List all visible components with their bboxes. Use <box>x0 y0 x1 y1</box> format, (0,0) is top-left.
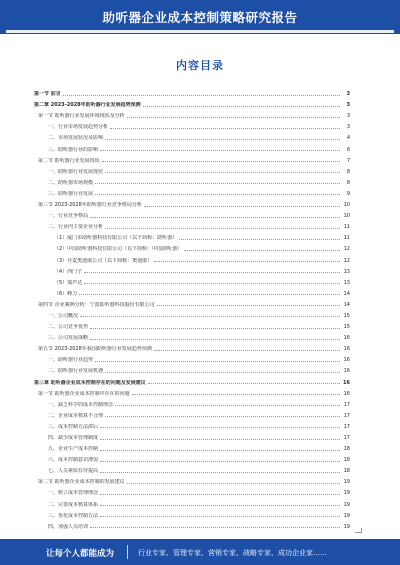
toc-entry-page: 4 <box>346 135 350 142</box>
toc-entry-label: 一、助听器行业趋势 <box>48 357 94 364</box>
toc-leader-dots <box>90 217 340 218</box>
toc-entry-page: 14 <box>343 290 350 297</box>
toc-entry-label: 三、助听器行业发展 <box>48 190 94 197</box>
toc-entry[interactable] <box>34 141 350 152</box>
toc-entry-label: 第四节 企业案例分析：宁波助听器科技股份有限公司 <box>38 301 155 308</box>
toc-entry-page: 13 <box>343 279 350 286</box>
toc-entry[interactable] <box>34 519 350 530</box>
toc-entry[interactable] <box>34 363 350 374</box>
toc-entry-page: 3 <box>346 102 350 109</box>
toc-entry[interactable] <box>34 252 350 263</box>
toc-leader-dots <box>100 150 340 151</box>
toc-entry-page: 12 <box>343 257 350 264</box>
toc-entry[interactable] <box>34 485 350 496</box>
toc-entry-label: （5）瑞声达 <box>54 279 83 286</box>
toc-entry-label: 三、公司发展战略 <box>48 335 89 342</box>
toc-entry-label: 一、行业市场发展趋势分析 <box>48 124 109 131</box>
toc-entry-page: 18 <box>343 457 350 464</box>
toc-leader-dots <box>144 206 340 207</box>
toc-entry-page: 8 <box>346 179 350 186</box>
table-of-contents <box>34 86 350 530</box>
toc-entry-page: 16 <box>343 335 350 342</box>
toc-leader-dots <box>100 494 340 495</box>
toc-leader-dots <box>84 283 340 284</box>
toc-entry[interactable] <box>34 319 350 330</box>
toc-entry[interactable] <box>34 308 350 319</box>
toc-entry[interactable] <box>34 452 350 463</box>
footer-divider <box>127 545 128 559</box>
toc-entry[interactable] <box>34 419 350 430</box>
toc-leader-dots <box>63 95 340 96</box>
toc-leader-dots <box>100 472 340 473</box>
toc-leader-dots <box>100 516 340 517</box>
report-footer <box>0 539 400 565</box>
toc-leader-dots <box>95 183 340 184</box>
toc-entry-page: 17 <box>343 401 350 408</box>
toc-entry-label: 一、树立成本管理理念 <box>48 490 99 497</box>
toc-entry-label: 一、助听器行业发展现状 <box>48 168 104 175</box>
toc-leader-dots <box>100 439 340 440</box>
toc-leader-dots <box>179 239 340 240</box>
toc-entry-label: 第一节 助听器行业发展环境现状及分析 <box>38 113 125 120</box>
toc-leader-dots <box>84 272 340 273</box>
toc-entry-label: 第二节 助听器行业发展现状 <box>38 157 100 164</box>
toc-entry[interactable] <box>34 341 350 352</box>
toc-entry-label: （6）峰力 <box>54 290 78 297</box>
toc-entry-label: 第一节 前言 <box>34 91 61 98</box>
toc-entry[interactable] <box>34 197 350 208</box>
toc-entry[interactable] <box>34 430 350 441</box>
toc-leader-dots <box>100 450 340 451</box>
toc-entry-page: 9 <box>346 190 350 197</box>
toc-entry-label: 二、助听器市场规模 <box>48 179 94 186</box>
toc-entry-page: 15 <box>343 312 350 319</box>
footer-tagline: 行业专家、管理专家、营销专家、战略专家、成功企业家…… <box>138 549 327 557</box>
toc-leader-dots <box>127 117 340 118</box>
toc-entry-label: 五、企业生产成本控制 <box>48 446 99 453</box>
toc-entry-page: 16 <box>343 390 350 397</box>
toc-entry-label: 第二章 2023-2028年助听器行业发展趋势预测 <box>34 102 141 109</box>
toc-entry-page: 11 <box>343 235 350 242</box>
toc-entry-page: 10 <box>343 202 350 209</box>
toc-entry-label: 三、助听器行业的影响 <box>48 146 99 153</box>
toc-leader-dots <box>157 305 340 306</box>
toc-leader-dots <box>105 172 340 173</box>
toc-entry-label: 四、加强人员培训 <box>48 523 89 530</box>
toc-entry[interactable] <box>34 474 350 485</box>
footer-slogan: 让每个人都能成为 <box>46 549 115 559</box>
report-header <box>0 0 400 34</box>
toc-entry[interactable] <box>34 153 350 164</box>
toc-entry-label: 二、完善成本核算体系 <box>48 501 99 508</box>
toc-entry-page: 19 <box>343 479 350 486</box>
toc-entry-label: 三、优化成本控制方法 <box>48 512 99 519</box>
toc-entry-page: 10 <box>343 213 350 220</box>
toc-entry[interactable] <box>34 186 350 197</box>
page-corner-mark <box>355 528 362 533</box>
toc-entry-label: 六、成本控制意识薄弱 <box>48 457 99 464</box>
toc-entry[interactable] <box>34 374 350 385</box>
toc-leader-dots <box>90 527 340 528</box>
toc-entry[interactable] <box>34 386 350 397</box>
toc-entry[interactable] <box>34 441 350 452</box>
toc-entry[interactable] <box>34 108 350 119</box>
toc-entry-label: 第二节 助听器企业成本控制的发展建议 <box>38 479 125 486</box>
toc-entry-label: 一、缺乏科学的成本控制理念 <box>48 401 114 408</box>
toc-entry-label: （1）厦门市助听器科技有限公司（以下简称：助听器） <box>54 235 178 242</box>
toc-entry[interactable] <box>34 408 350 419</box>
toc-entry-page: 19 <box>343 490 350 497</box>
toc-entry-page: 18 <box>343 446 350 453</box>
toc-entry[interactable] <box>34 330 350 341</box>
toc-entry-page: 16 <box>343 346 350 353</box>
toc-entry-label: 第三章 助听器企业成本控制存在的问题及发展建议 <box>34 379 146 386</box>
toc-entry-label: 第三节 2023-2028年助听器行业竞争格局分析 <box>38 202 142 209</box>
toc-entry-label: 二、市场发展状况及影响 <box>48 135 104 142</box>
toc-entry-page: 15 <box>343 324 350 331</box>
toc-leader-dots <box>110 128 340 129</box>
toc-entry[interactable] <box>34 119 350 130</box>
toc-leader-dots <box>100 461 340 462</box>
toc-entry-page: 19 <box>343 523 350 530</box>
toc-entry-page: 12 <box>343 246 350 253</box>
toc-leader-dots <box>105 228 340 229</box>
toc-leader-dots <box>132 394 340 395</box>
toc-leader-dots <box>105 139 340 140</box>
toc-entry-label: 二、助听器行业发展机遇 <box>48 368 104 375</box>
toc-entry[interactable] <box>34 496 350 507</box>
toc-entry[interactable] <box>34 86 350 97</box>
toc-entry[interactable] <box>34 164 350 175</box>
toc-entry-page: 16 <box>343 357 350 364</box>
toc-entry-label: 二、行业内主要企业分析 <box>48 224 104 231</box>
toc-entry-label: （3）丹麦奥迪康公司（以下简称：奥迪康） <box>54 257 153 264</box>
toc-entry-label: （4）西门子 <box>54 268 83 275</box>
toc-heading: 内容目录 <box>176 59 224 72</box>
toc-entry-label: 一、公司概况 <box>48 312 79 319</box>
toc-entry-page: 8 <box>346 168 350 175</box>
toc-entry-page: 16 <box>343 379 350 386</box>
toc-entry[interactable] <box>34 130 350 141</box>
toc-entry-label: 二、公司竞争优势 <box>48 324 89 331</box>
toc-entry-label: 第一节 助听器企业成本控制中存在的问题 <box>38 390 130 397</box>
toc-leader-dots <box>127 483 340 484</box>
toc-entry-page: 16 <box>343 368 350 375</box>
toc-leader-dots <box>154 261 340 262</box>
toc-leader-dots <box>90 339 340 340</box>
toc-entry[interactable] <box>34 219 350 230</box>
toc-entry[interactable] <box>34 175 350 186</box>
toc-entry-page: 19 <box>343 512 350 519</box>
toc-entry[interactable] <box>34 508 350 519</box>
toc-entry-page: 7 <box>346 157 350 164</box>
toc-entry[interactable] <box>34 208 350 219</box>
toc-leader-dots <box>148 383 340 384</box>
toc-entry-label: 七、人员素质有待提高 <box>48 468 99 475</box>
toc-entry-label: 四、缺少成本管理制度 <box>48 435 99 441</box>
toc-leader-dots <box>143 106 340 107</box>
toc-entry[interactable] <box>34 275 350 286</box>
toc-leader-dots <box>90 328 340 329</box>
toc-leader-dots <box>115 405 340 406</box>
toc-entry-page: 17 <box>343 423 350 430</box>
toc-entry-page: 3 <box>346 113 350 120</box>
toc-entry-page: 17 <box>343 412 350 419</box>
toc-entry[interactable] <box>34 397 350 408</box>
toc-leader-dots <box>95 361 340 362</box>
toc-leader-dots <box>102 161 340 162</box>
toc-entry[interactable] <box>34 97 350 108</box>
toc-entry[interactable] <box>34 230 350 241</box>
toc-leader-dots <box>154 350 340 351</box>
toc-entry[interactable] <box>34 286 350 297</box>
toc-entry-page: 11 <box>343 224 350 231</box>
toc-leader-dots <box>105 416 340 417</box>
toc-leader-dots <box>79 294 340 295</box>
toc-entry-page: 17 <box>343 435 350 441</box>
toc-leader-dots <box>95 194 340 195</box>
toc-leader-dots <box>184 250 340 251</box>
toc-entry[interactable] <box>34 463 350 474</box>
toc-entry-page: 18 <box>343 468 350 475</box>
toc-leader-dots <box>100 505 340 506</box>
toc-entry-page: 14 <box>343 301 350 308</box>
toc-entry[interactable] <box>34 352 350 363</box>
toc-leader-dots <box>80 316 340 317</box>
toc-entry-label: 二、企业成本核算不合理 <box>48 412 104 419</box>
toc-entry-page: 3 <box>346 91 350 98</box>
toc-entry-page: 6 <box>346 146 350 153</box>
toc-entry[interactable] <box>34 297 350 308</box>
toc-entry-label: 三、成本控制方法滞后 <box>48 423 99 430</box>
toc-entry-label: （2）中国助听器科技有限公司（以下简称：中国助听器） <box>54 246 183 253</box>
toc-leader-dots <box>100 427 340 428</box>
header-divider <box>6 30 394 33</box>
toc-entry-label: 一、行业竞争格局 <box>48 213 89 220</box>
toc-entry-page: 3 <box>346 124 350 131</box>
report-title: 助听器企业成本控制策略研究报告 <box>102 10 298 25</box>
toc-entry[interactable] <box>34 241 350 252</box>
toc-entry-page: 13 <box>343 268 350 275</box>
toc-leader-dots <box>105 372 340 373</box>
toc-entry-page: 19 <box>343 501 350 508</box>
toc-entry[interactable] <box>34 264 350 275</box>
toc-entry-label: 第五节 2023-2028年我国助听器行业发展趋势预测 <box>38 346 152 353</box>
